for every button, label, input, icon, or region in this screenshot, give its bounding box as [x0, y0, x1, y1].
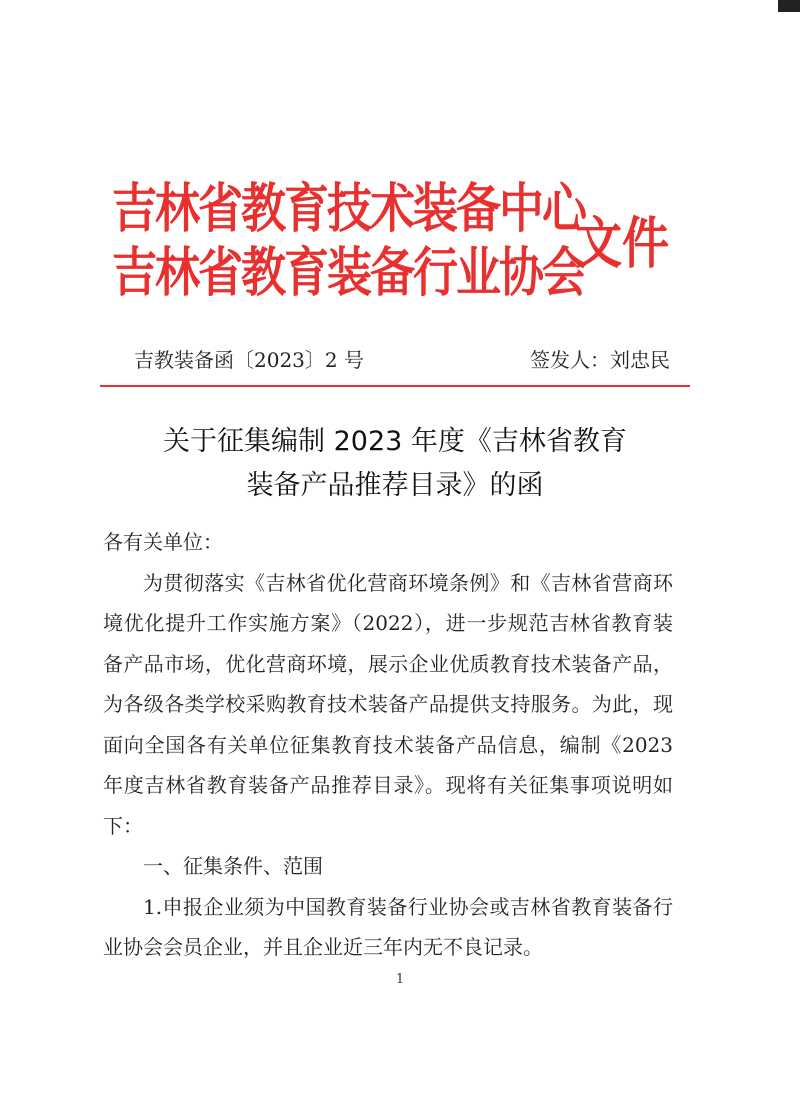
title-line-1: 关于征集编制 2023 年度《吉林省教育: [163, 426, 627, 457]
signer: 签发人：刘忠民: [530, 348, 670, 372]
paragraph-intro: 为贯彻落实《吉林省优化营商环境条例》和《吉林省营商环境优化提升工作实施方案》（2022），进一步规范吉林省教育装备产品市场，优化营商环境，展示企业优质教育技术装备产品，为各级各类学校采购教育技术装备产品提供支持服务。为此，现面向全国各有关单位征集教育技术装备产品信息，编制《2023 年度吉林省教育装备产品推荐目录》。现将有关征集事项说明如下：: [103, 570, 673, 838]
list-item-1: 1.申报企业须为中国教育装备行业协会或吉林省教育装备行业协会会员企业，并且企业近三年内无不良记录。: [103, 894, 673, 959]
document-header: [112, 172, 692, 322]
document-meta-row: [100, 345, 670, 375]
scan-corner-mark: [778, 0, 800, 12]
issuer-name-2: 吉林省教育装备行业协会: [112, 241, 586, 304]
issuer-name-1: 吉林省教育技术装备中心: [112, 177, 586, 240]
red-divider-line: [100, 385, 690, 387]
document-title: [100, 420, 690, 508]
salutation: 各有关单位：: [103, 530, 223, 554]
section-heading-1: 一、征集条件、范围: [143, 854, 323, 878]
document-body: [103, 522, 673, 968]
document-type-label: 文件: [575, 212, 669, 277]
page-number: 1: [395, 972, 405, 987]
document-number: 吉教装备函〔2023〕2 号: [134, 348, 364, 372]
title-line-2: 装备产品推荐目录》的函: [246, 470, 544, 501]
